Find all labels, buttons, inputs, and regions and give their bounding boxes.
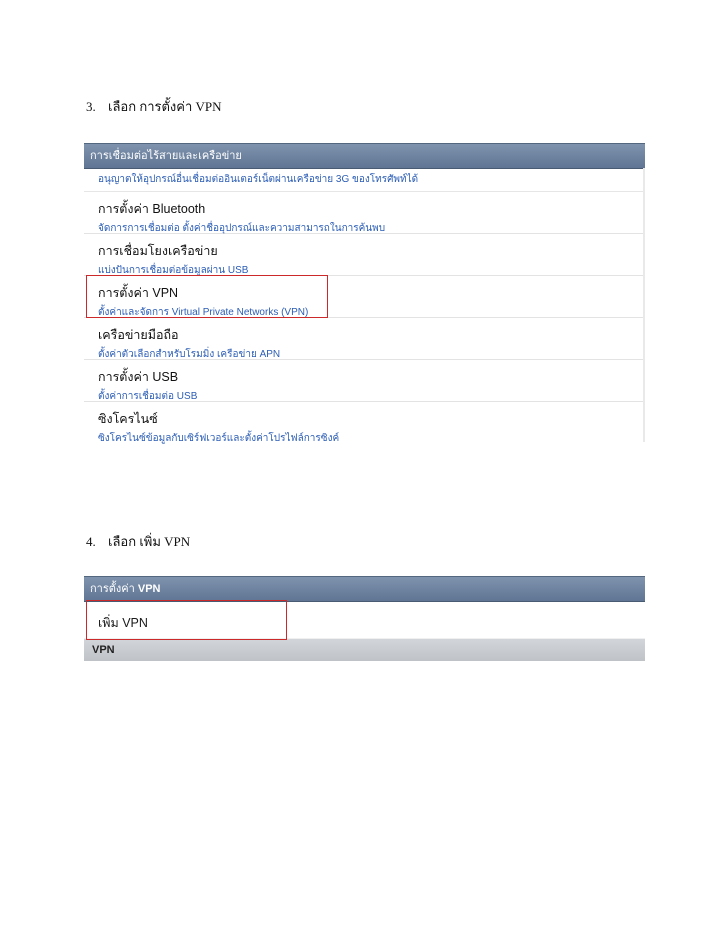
item-title: การตั้งค่า VPN	[98, 286, 179, 300]
tethering-item[interactable]	[84, 234, 645, 276]
step-number: 3.	[86, 99, 96, 114]
step-3-caption	[86, 96, 222, 117]
header-vpn: VPN	[137, 583, 161, 595]
scrollbar-track	[643, 168, 645, 442]
item-subtitle: ซิงโครไนซ์ข้อมูลกับเซิร์ฟเวอร์และตั้งค่าโปรไฟล์การซิงค์	[98, 433, 340, 444]
vpn-settings-item[interactable]	[84, 276, 645, 318]
item-title: ซิงโครไนซ์	[98, 412, 158, 426]
vpn-settings-panel	[84, 576, 645, 664]
item-subtitle: ตั้งค่าและจัดการ Virtual Private Networks (VPN)	[98, 307, 309, 318]
bluetooth-settings-item[interactable]	[84, 192, 645, 234]
item-title: เครือข่ายมือถือ	[98, 328, 179, 342]
mobile-networks-item[interactable]	[84, 318, 645, 360]
item-subtitle: ตั้งค่าการเชื่อมต่อ USB	[98, 391, 198, 402]
item-title: การตั้งค่า USB	[98, 370, 179, 384]
item-subtitle: อนุญาตให้อุปกรณ์อื่นเชื่อมต่ออินเตอร์เน็ตผ่านเครือข่าย 3G ของโทรศัพท์ได้	[98, 174, 419, 185]
step-4-caption	[86, 531, 190, 552]
item-subtitle: จัดการการเชื่อมต่อ ตั้งค่าชื่ออุปกรณ์และความสามารถในการค้นพบ	[98, 223, 386, 234]
header-prefix: การตั้งค่า	[90, 583, 135, 595]
step-number: 4.	[86, 534, 96, 549]
panel-header	[84, 576, 645, 602]
usb-settings-item[interactable]	[84, 360, 645, 402]
tethering-hint-item[interactable]	[84, 169, 645, 192]
panel-header: การเชื่อมต่อไร้สายและเครือข่าย	[84, 143, 645, 169]
wireless-networks-panel	[84, 143, 645, 442]
item-subtitle: แบ่งปันการเชื่อมต่อข้อมูลผ่าน USB	[98, 265, 249, 276]
add-vpn-label: เพิ่ม VPN	[98, 616, 148, 630]
step-text: เลือก เพิ่ม VPN	[108, 534, 191, 549]
item-title: การเชื่อมโยงเครือข่าย	[98, 244, 218, 258]
sync-item[interactable]	[84, 402, 645, 444]
add-vpn-item[interactable]	[84, 602, 645, 639]
step-text: เลือก การตั้งค่า VPN	[108, 99, 222, 114]
item-subtitle: ตั้งค่าตัวเลือกสำหรับโรมมิ่ง เครือข่าย APN	[98, 349, 281, 360]
item-title: การตั้งค่า Bluetooth	[98, 202, 206, 216]
vpn-section-header: VPN	[84, 639, 645, 661]
